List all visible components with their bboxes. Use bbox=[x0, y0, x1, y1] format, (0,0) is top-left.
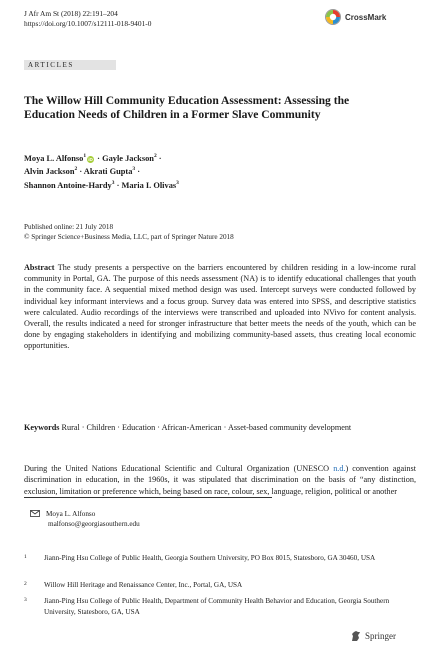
author-affiliation-ref: 3 bbox=[111, 179, 115, 186]
abstract-heading: Abstract bbox=[24, 263, 55, 272]
author-affiliation-ref: 2 bbox=[74, 166, 78, 173]
author-name: Moya L. Alfonso bbox=[24, 153, 84, 163]
author-affiliation-ref: 2 bbox=[153, 153, 157, 159]
affiliation-text: Willow Hill Heritage and Renaissance Center, Inc., Portal, GA, USA bbox=[44, 581, 243, 589]
journal-citation: J Afr Am St (2018) 22:191–204 bbox=[24, 9, 118, 18]
keywords-heading: Keywords bbox=[24, 423, 60, 432]
crossmark-icon bbox=[325, 9, 341, 25]
contact-email[interactable]: malfonso@georgiasouthern.edu bbox=[48, 520, 140, 529]
author-separator: · bbox=[77, 167, 84, 177]
affiliation-3 bbox=[24, 596, 416, 617]
publisher-logo bbox=[350, 630, 396, 642]
affiliation-1 bbox=[24, 553, 416, 564]
author-separator: · bbox=[135, 167, 141, 177]
section-label: ARTICLES bbox=[28, 61, 74, 69]
author-affiliation-ref: 3 bbox=[176, 179, 179, 186]
affiliation-2 bbox=[24, 580, 416, 591]
copyright-notice: © Springer Science+Business Media, LLC, part of Springer Nature 2018 bbox=[24, 233, 234, 242]
affiliation-number: 3 bbox=[24, 597, 27, 603]
affiliation-number: 2 bbox=[24, 581, 27, 587]
author-separator: · bbox=[156, 153, 162, 163]
envelope-icon bbox=[30, 510, 40, 517]
contact-name: Moya L. Alfonso bbox=[46, 510, 96, 518]
author-name: Shannon Antoine-Hardy bbox=[24, 180, 112, 190]
springer-horse-icon bbox=[350, 630, 362, 642]
body-text-end: ) convention against discrimination in education, in the 1960s, it was stipulated that discrimination on the basis of “any distinction, exclusion, limitation or preference which, being based on race, colour, sex, language, religion, political or another bbox=[24, 464, 416, 496]
affiliation-text: Jiann-Ping Hsu College of Public Health, Department of Community Health Behavior and Education, Georgia Southern University, Statesboro, GA, USA bbox=[44, 597, 390, 616]
abstract-text: The study presents a perspective on the barriers encountered by children residing in a low-income rural community in Portal, GA. The purpose of this needs assessment (NA) is to identify educational challenges that youth in the community face. A sequential mixed method design was used. Intercept surveys were conducted followed by individual key informant interviews and a focus group. Survey data was entered into SPSS, and descriptive statistics were calculated. Audio recordings of the interviews were transcribed and uploaded into NVivo for content analysis. Overall, the results indicated a need for stronger infrastructure that better meets the needs of the youth, which can be done by engaging stakeholders in identifying and mobilizing community-based assets, thus creating local economic opportunities. bbox=[24, 263, 416, 351]
section-label-bar bbox=[24, 60, 116, 70]
author-list bbox=[24, 151, 354, 191]
article-title: The Willow Hill Community Education Assessment: Assessing the Education Needs of Children in a Former Slave Community bbox=[24, 94, 350, 122]
footnote-divider bbox=[24, 497, 272, 498]
author-separator: · bbox=[114, 180, 122, 190]
keywords-section bbox=[24, 422, 416, 433]
orcid-icon[interactable]: iD bbox=[88, 156, 93, 162]
crossmark-badge[interactable] bbox=[325, 9, 386, 25]
author-affiliation-ref: 3 bbox=[132, 166, 136, 173]
author-name: Akrati Gupta bbox=[83, 167, 133, 177]
author-name: Alvin Jackson bbox=[24, 167, 75, 177]
corresponding-author bbox=[30, 509, 140, 530]
body-text-start: During the United Nations Educational Scientific and Cultural Organization (UNESCO bbox=[24, 464, 334, 473]
keywords-text: Rural · Children · Education · African-American · Asset-based community development bbox=[61, 423, 352, 432]
body-paragraph bbox=[24, 463, 416, 497]
affiliation-text: Jiann-Ping Hsu College of Public Health, Georgia Southern University, PO Box 8015, Statesboro, GA 30460, USA bbox=[44, 554, 376, 562]
journal-reference bbox=[24, 9, 151, 29]
doi-link[interactable]: https://doi.org/10.1007/s12111-018-9401-0 bbox=[24, 19, 152, 28]
publisher-label: Springer bbox=[365, 631, 396, 641]
affiliation-number: 1 bbox=[24, 554, 27, 560]
author-name: Gayle Jackson bbox=[102, 153, 154, 163]
crossmark-label: CrossMark bbox=[345, 12, 387, 22]
publication-info bbox=[24, 222, 234, 243]
author-affiliation-ref: 1 bbox=[83, 153, 87, 159]
author-name: Maria I. Olivas bbox=[121, 180, 177, 190]
published-date: Published online: 21 July 2018 bbox=[24, 223, 114, 231]
citation-link[interactable]: n.d. bbox=[333, 464, 346, 473]
author-separator: · bbox=[95, 153, 103, 163]
abstract-section bbox=[24, 262, 416, 352]
